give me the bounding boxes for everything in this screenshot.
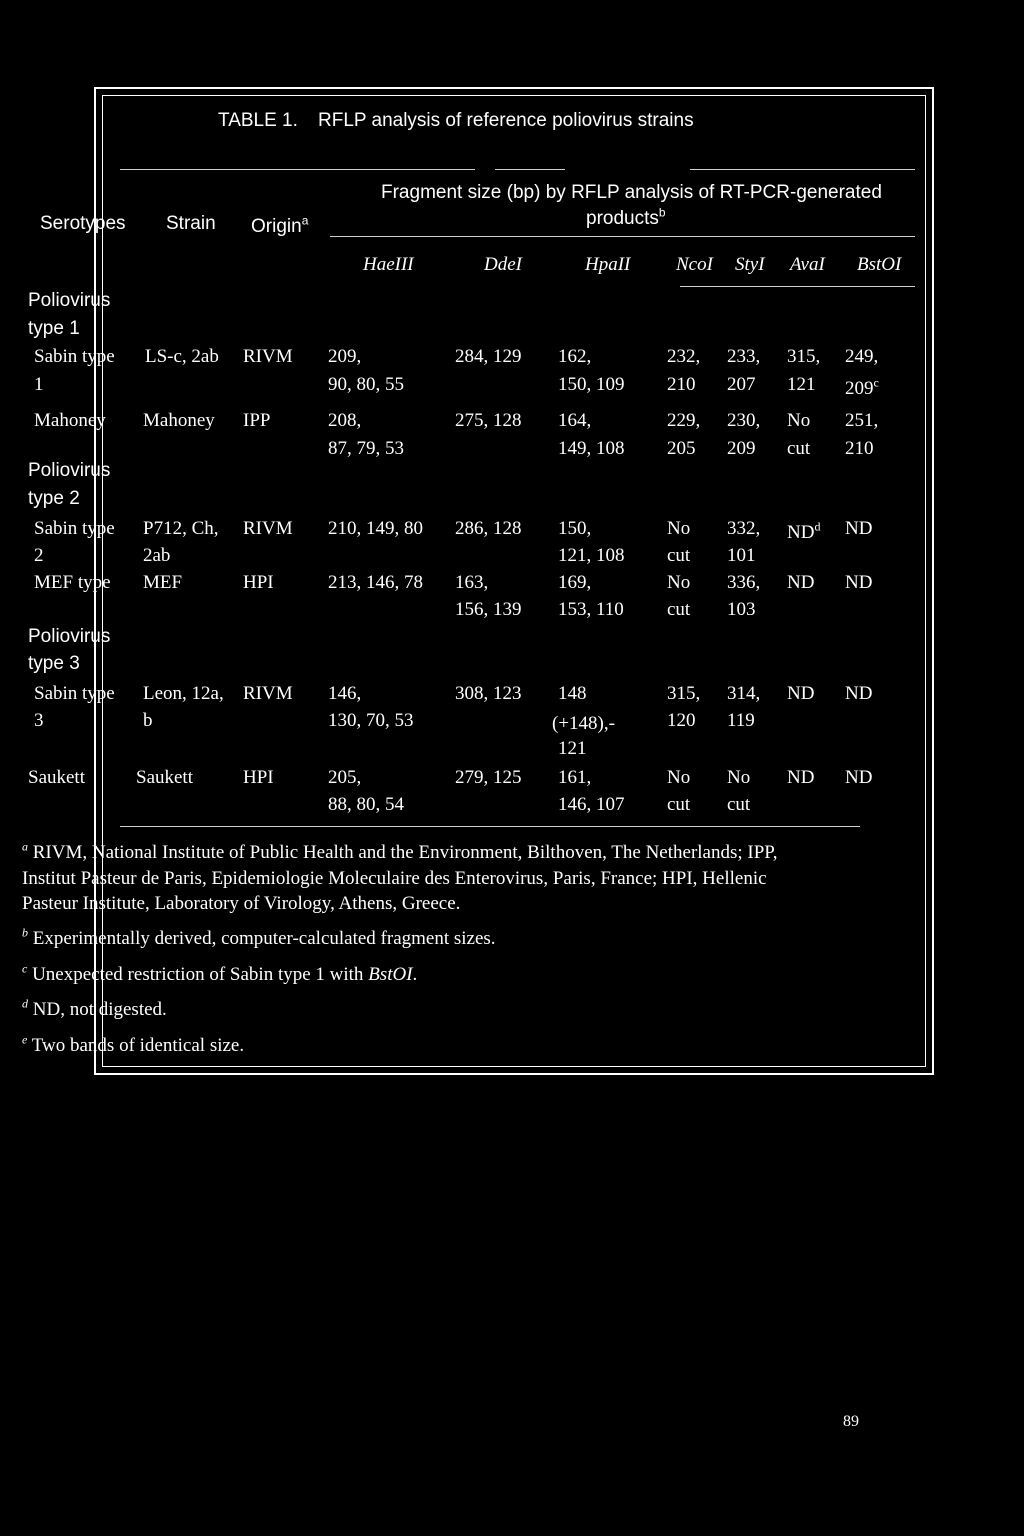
- cell-styi: 336,: [727, 572, 761, 593]
- cell-serotype: Saukett: [28, 767, 85, 788]
- cell-origin: RIVM: [243, 683, 293, 704]
- cell-ncoi-cont: cut: [667, 599, 691, 620]
- cell-origin: RIVM: [243, 346, 293, 367]
- cell-serotype-cont: 3: [34, 710, 44, 731]
- header-strain: Strain: [166, 213, 216, 234]
- header-enzyme-hpaii: HpaII: [585, 254, 631, 275]
- cell-haeiii-cont: 88, 80, 54: [328, 794, 404, 815]
- cell-strain: LS-c, 2ab: [145, 346, 219, 367]
- cell-styi-cont: 119: [727, 710, 755, 731]
- cell-hpaii-cont: 146, 107: [558, 794, 625, 815]
- header-enzyme-styi: StyI: [735, 254, 765, 275]
- cell-hpaii: 164,: [558, 410, 592, 431]
- cell-bstoi-cont: 209$^c$: [845, 375, 879, 399]
- cell-hpaii: 169,: [558, 572, 592, 593]
- cell-serotype-cont: 2: [34, 545, 44, 566]
- cell-ncoi-cont: 205: [667, 438, 696, 459]
- group-label-line2: type 3: [28, 653, 80, 674]
- cell-avai: ND: [787, 572, 815, 593]
- cell-serotype: Mahoney: [34, 410, 106, 431]
- table-label: TABLE 1.: [218, 110, 298, 131]
- group-label-line2: type 1: [28, 318, 80, 339]
- cell-strain: Saukett: [136, 767, 193, 788]
- cell-ddei: 275, 128: [455, 410, 522, 431]
- cell-serotype: MEF type: [34, 572, 111, 593]
- cell-bstoi-cont: 210: [845, 438, 874, 459]
- cell-avai: $ND^d$: [787, 519, 821, 543]
- cell-avai-cont: 121: [787, 374, 816, 395]
- cell-styi-cont: 207: [727, 374, 756, 395]
- cell-serotype: Sabin type: [34, 683, 115, 704]
- cell-avai: ND: [787, 683, 815, 704]
- footnote-a-line2: Institut Pasteur de Paris, Epidemiologie Moleculaire des Enterovirus, Paris, France; HPI, Hellenic: [22, 868, 767, 889]
- cell-hpaii-cont2: 121: [558, 738, 587, 759]
- cell-ncoi: No: [667, 518, 691, 539]
- cell-ncoi: No: [667, 767, 691, 788]
- header-rule-left: [120, 169, 475, 170]
- cell-haeiii-cont: 90, 80, 55: [328, 374, 404, 395]
- cell-hpaii: 148: [558, 683, 587, 704]
- cell-ddei: 284, 129: [455, 346, 522, 367]
- footnote-d: $^d$ ND, not digested.: [22, 996, 167, 1020]
- cell-haeiii: 213, 146, 78: [328, 572, 423, 593]
- cell-hpaii-cont: 149, 108: [558, 438, 625, 459]
- header-fragment-size: Fragment size (bp) by RFLP analysis of RT-PCR-generated: [381, 182, 882, 203]
- cell-styi-cont: cut: [727, 794, 751, 815]
- cell-hpaii: 161,: [558, 767, 592, 788]
- enzyme-row-rule: [680, 286, 915, 287]
- table-bottom-rule: [120, 826, 860, 827]
- header-enzyme-avai: AvaI: [790, 254, 825, 275]
- cell-strain-cont: b: [143, 710, 153, 731]
- cell-strain: Leon, 12a,: [143, 683, 224, 704]
- cell-styi: 314,: [727, 683, 761, 704]
- cell-ncoi-cont: 120: [667, 710, 696, 731]
- cell-haeiii-cont: 130, 70, 53: [328, 710, 414, 731]
- cell-styi: 332,: [727, 518, 761, 539]
- cell-styi: 230,: [727, 410, 761, 431]
- cell-ncoi-cont: cut: [667, 545, 691, 566]
- cell-haeiii: 146,: [328, 683, 362, 704]
- cell-hpaii-cont: (+148),-: [552, 713, 615, 734]
- fragment-span-rule: [330, 236, 915, 237]
- header-enzyme-haeiii: HaeIII: [363, 254, 414, 275]
- cell-origin: HPI: [243, 767, 274, 788]
- cell-ncoi: 229,: [667, 410, 701, 431]
- cell-styi-cont: 209: [727, 438, 756, 459]
- page-number: 89: [843, 1413, 859, 1430]
- cell-hpaii: 150,: [558, 518, 592, 539]
- header-origin: Origin$^a$: [251, 213, 309, 237]
- footnote-a: $^a$ RIVM, National Institute of Public Health and the Environment, Bilthoven, The Netherlands; IPP,: [22, 839, 778, 863]
- cell-serotype: Sabin type: [34, 346, 115, 367]
- cell-ncoi: 315,: [667, 683, 701, 704]
- cell-haeiii: 209,: [328, 346, 362, 367]
- cell-ddei-cont: 156, 139: [455, 599, 522, 620]
- header-rule-mid: [495, 169, 565, 170]
- cell-hpaii-cont: 153, 110: [558, 599, 624, 620]
- cell-bstoi: 251,: [845, 410, 879, 431]
- group-label-line1: Poliovirus: [28, 290, 111, 311]
- cell-serotype-cont: 1: [34, 374, 44, 395]
- footnote-e: $^e$ Two bands of identical size.: [22, 1032, 245, 1056]
- cell-origin: RIVM: [243, 518, 293, 539]
- cell-bstoi: 249,: [845, 346, 879, 367]
- cell-haeiii-cont: 87, 79, 53: [328, 438, 404, 459]
- cell-haeiii: 210, 149, 80: [328, 518, 423, 539]
- cell-ddei: 279, 125: [455, 767, 522, 788]
- cell-haeiii: 205,: [328, 767, 362, 788]
- cell-ddei: 286, 128: [455, 518, 522, 539]
- cell-ncoi: No: [667, 572, 691, 593]
- cell-hpaii-cont: 121, 108: [558, 545, 625, 566]
- cell-ddei: 163,: [455, 572, 489, 593]
- cell-styi-cont: 101: [727, 545, 756, 566]
- header-serotypes: Serotypes: [40, 213, 126, 234]
- cell-avai: No: [787, 410, 811, 431]
- cell-origin: IPP: [243, 410, 271, 431]
- cell-hpaii: 162,: [558, 346, 592, 367]
- header-rule-right: [690, 169, 915, 170]
- cell-bstoi: ND: [845, 518, 873, 539]
- cell-serotype: Sabin type: [34, 518, 115, 539]
- footnote-c: $^c$ Unexpected restriction of Sabin type 1 with BstOI.: [22, 961, 418, 985]
- header-enzyme-ddei: DdeI: [484, 254, 522, 275]
- cell-ddei: 308, 123: [455, 683, 522, 704]
- cell-strain: P712, Ch,: [143, 518, 219, 539]
- cell-avai: ND: [787, 767, 815, 788]
- cell-strain: MEF: [143, 572, 183, 593]
- cell-bstoi: ND: [845, 572, 873, 593]
- cell-strain: Mahoney: [143, 410, 215, 431]
- group-label-line2: type 2: [28, 488, 80, 509]
- cell-styi: 233,: [727, 346, 761, 367]
- table-caption: RFLP analysis of reference poliovirus strains: [318, 110, 694, 131]
- cell-haeiii: 208,: [328, 410, 362, 431]
- cell-strain-cont: 2ab: [143, 545, 171, 566]
- cell-styi: No: [727, 767, 751, 788]
- cell-hpaii-cont: 150, 109: [558, 374, 625, 395]
- header-enzyme-ncoi: NcoI: [676, 254, 713, 275]
- group-label-line1: Poliovirus: [28, 460, 111, 481]
- cell-avai: 315,: [787, 346, 821, 367]
- header-enzyme-bstoi: BstOI: [857, 254, 902, 275]
- footnote-b: $^b$ Experimentally derived, computer-calculated fragment sizes.: [22, 925, 496, 949]
- header-products: products$^b$: [586, 205, 666, 229]
- footnote-a-line3: Pasteur Institute, Laboratory of Virology, Athens, Greece.: [22, 893, 461, 914]
- cell-bstoi: ND: [845, 767, 873, 788]
- group-label-line1: Poliovirus: [28, 626, 111, 647]
- cell-bstoi: ND: [845, 683, 873, 704]
- cell-ncoi: 232,: [667, 346, 701, 367]
- cell-ncoi-cont: 210: [667, 374, 696, 395]
- cell-styi-cont: 103: [727, 599, 756, 620]
- cell-ncoi-cont: cut: [667, 794, 691, 815]
- cell-origin: HPI: [243, 572, 274, 593]
- cell-avai-cont: cut: [787, 438, 811, 459]
